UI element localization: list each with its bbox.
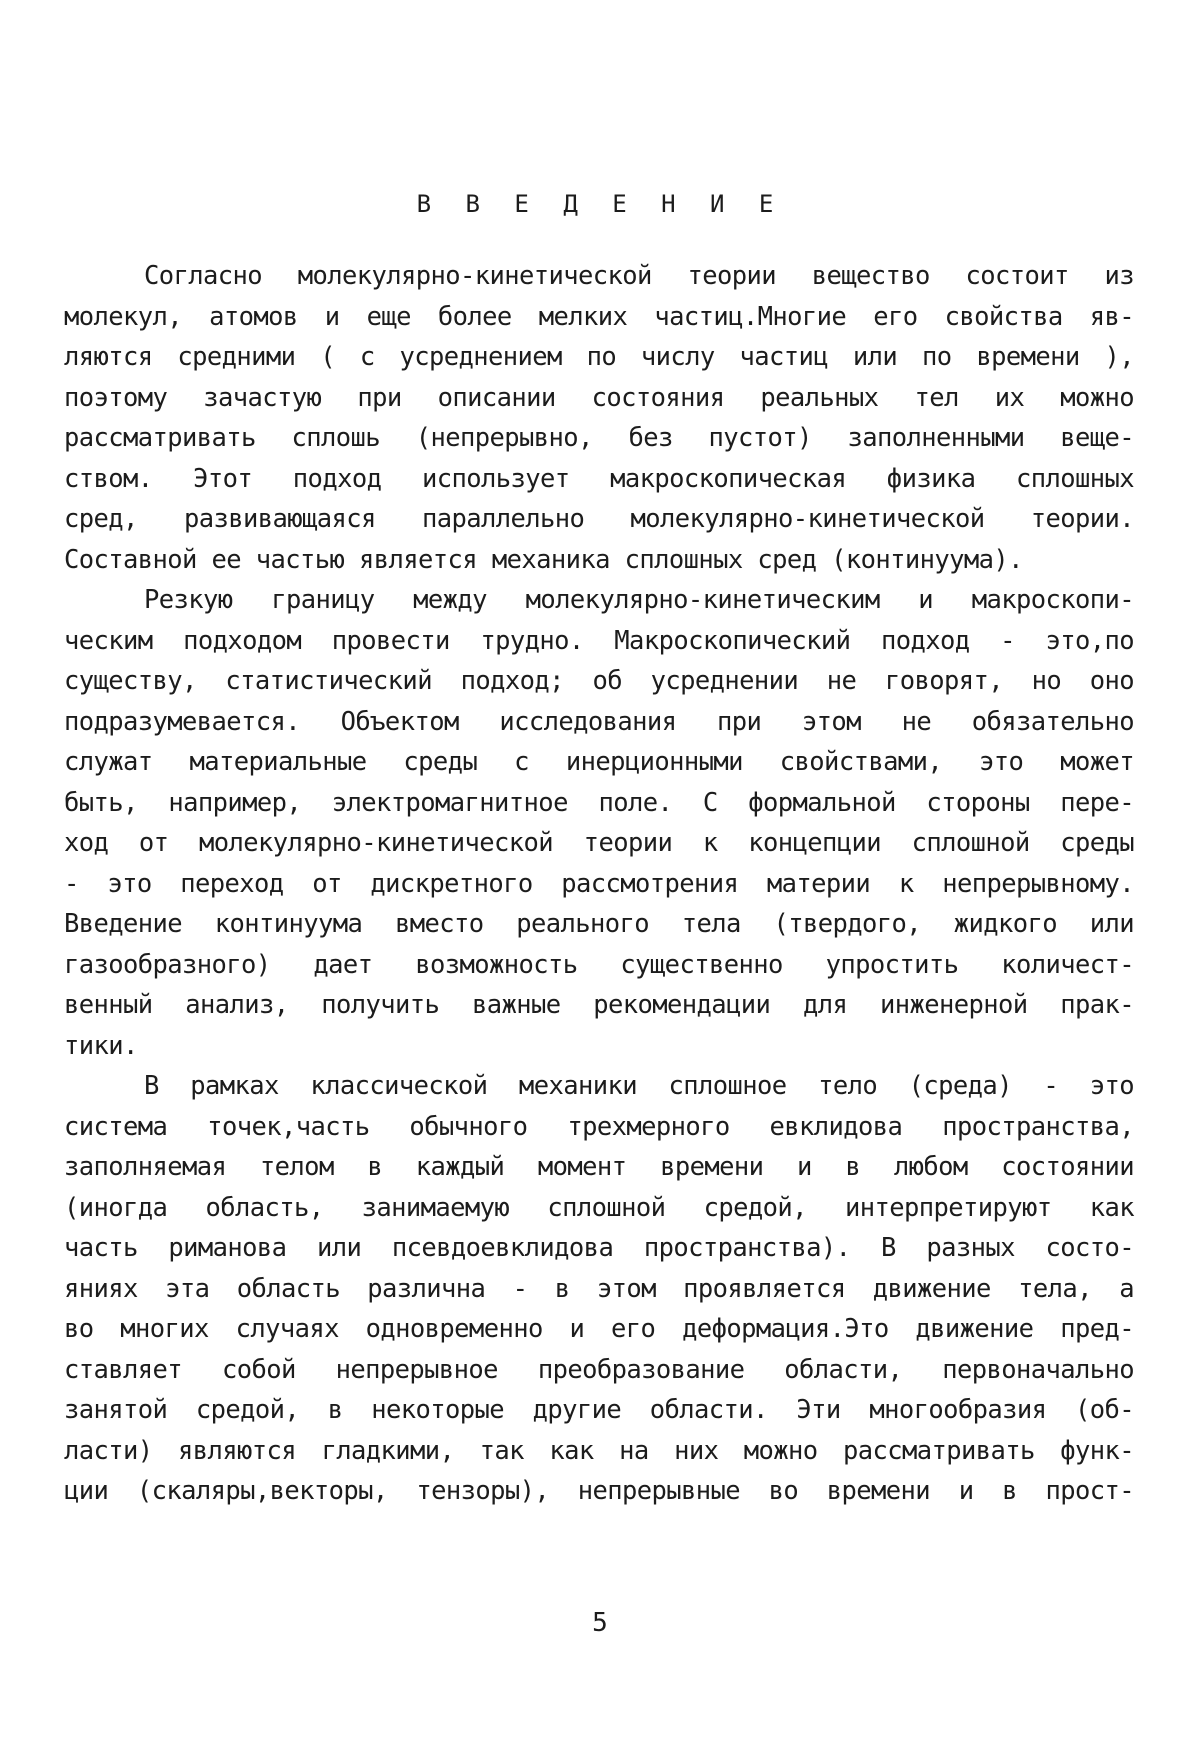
text-line: часть риманова или псевдоевклидова пространства). В разных состо- xyxy=(64,1233,1134,1263)
text-line: заполняемая телом в каждый момент времени и в любом состоянии xyxy=(64,1152,1134,1182)
text-line: Резкую границу между молекулярно-кинетическим и макроскопи- xyxy=(144,585,1134,615)
text-line: газообразного) дает возможность существенно упростить количест- xyxy=(64,949,1134,980)
page-number: 5 xyxy=(592,1608,608,1638)
text-line: тики. xyxy=(64,1030,138,1061)
body-text xyxy=(64,256,1134,1512)
text-line: сред, развивающаяся параллельно молекулярно-кинетической теории. xyxy=(64,504,1134,534)
text-line: В рамках классической механики сплошное тело (среда) - это xyxy=(144,1071,1134,1101)
text-line: система точек,часть обычного трехмерного евклидова пространства, xyxy=(64,1111,1134,1142)
text-line: яниях эта область различна - в этом проявляется движение тела, а xyxy=(64,1273,1134,1304)
text-line: подразумевается. Объектом исследования при этом не обязательно xyxy=(64,706,1134,737)
text-line: ляются средними ( с усреднением по числу частиц или по времени ), xyxy=(64,342,1134,372)
text-line: Составной ее частью является механика сплошных сред (континуума). xyxy=(64,544,1023,575)
text-line: рассматривать сплошь (непрерывно, без пустот) заполненными веще- xyxy=(64,423,1134,453)
text-line: служат материальные среды с инерционными свойствами, это может xyxy=(64,747,1134,777)
paragraph-1 xyxy=(64,256,1134,580)
text-line: существу, статистический подход; об усреднении не говорят, но оно xyxy=(64,666,1134,696)
paragraph-2 xyxy=(64,580,1134,1066)
text-line: ческим подходом провести трудно. Макроскопический подход - это,по xyxy=(64,625,1134,656)
text-line: во многих случаях одновременно и его деформация.Это движение пред- xyxy=(64,1314,1134,1344)
text-line: ласти) являются гладкими, так как на них можно рассматривать функ- xyxy=(64,1435,1134,1466)
text-line: молекул, атомов и еще более мелких частиц.Многие его свойства яв- xyxy=(64,301,1134,332)
text-line: ход от молекулярно-кинетической теории к концепции сплошной среды xyxy=(64,828,1134,858)
text-line: венный анализ, получить важные рекомендации для инженерной прак- xyxy=(64,990,1134,1020)
paragraph-3 xyxy=(64,1066,1134,1512)
text-line: поэтому зачастую при описании состояния реальных тел их можно xyxy=(64,382,1134,413)
text-line: занятой средой, в некоторые другие области. Эти многообразия (об- xyxy=(64,1395,1134,1425)
text-line: ставляет собой непрерывное преобразование области, первоначально xyxy=(64,1354,1134,1385)
text-line: ством. Этот подход использует макроскопическая физика сплошных xyxy=(64,463,1134,494)
text-line: быть, например, электромагнитное поле. С формальной стороны пере- xyxy=(64,787,1134,818)
text-line: - это переход от дискретного рассмотрения материи к непрерывному. xyxy=(64,868,1134,899)
text-line: Согласно молекулярно-кинетической теории вещество состоит из xyxy=(144,261,1134,291)
text-line: (иногда область, занимаемую сплошной средой, интерпретируют как xyxy=(64,1192,1134,1223)
text-line: ции (скаляры,векторы, тензоры), непрерывные во времени и в прост- xyxy=(64,1476,1134,1506)
text-line: Введение континуума вместо реального тела (твердого, жидкого или xyxy=(64,909,1134,939)
section-heading: В В Е Д Е Н И Е xyxy=(416,190,784,218)
